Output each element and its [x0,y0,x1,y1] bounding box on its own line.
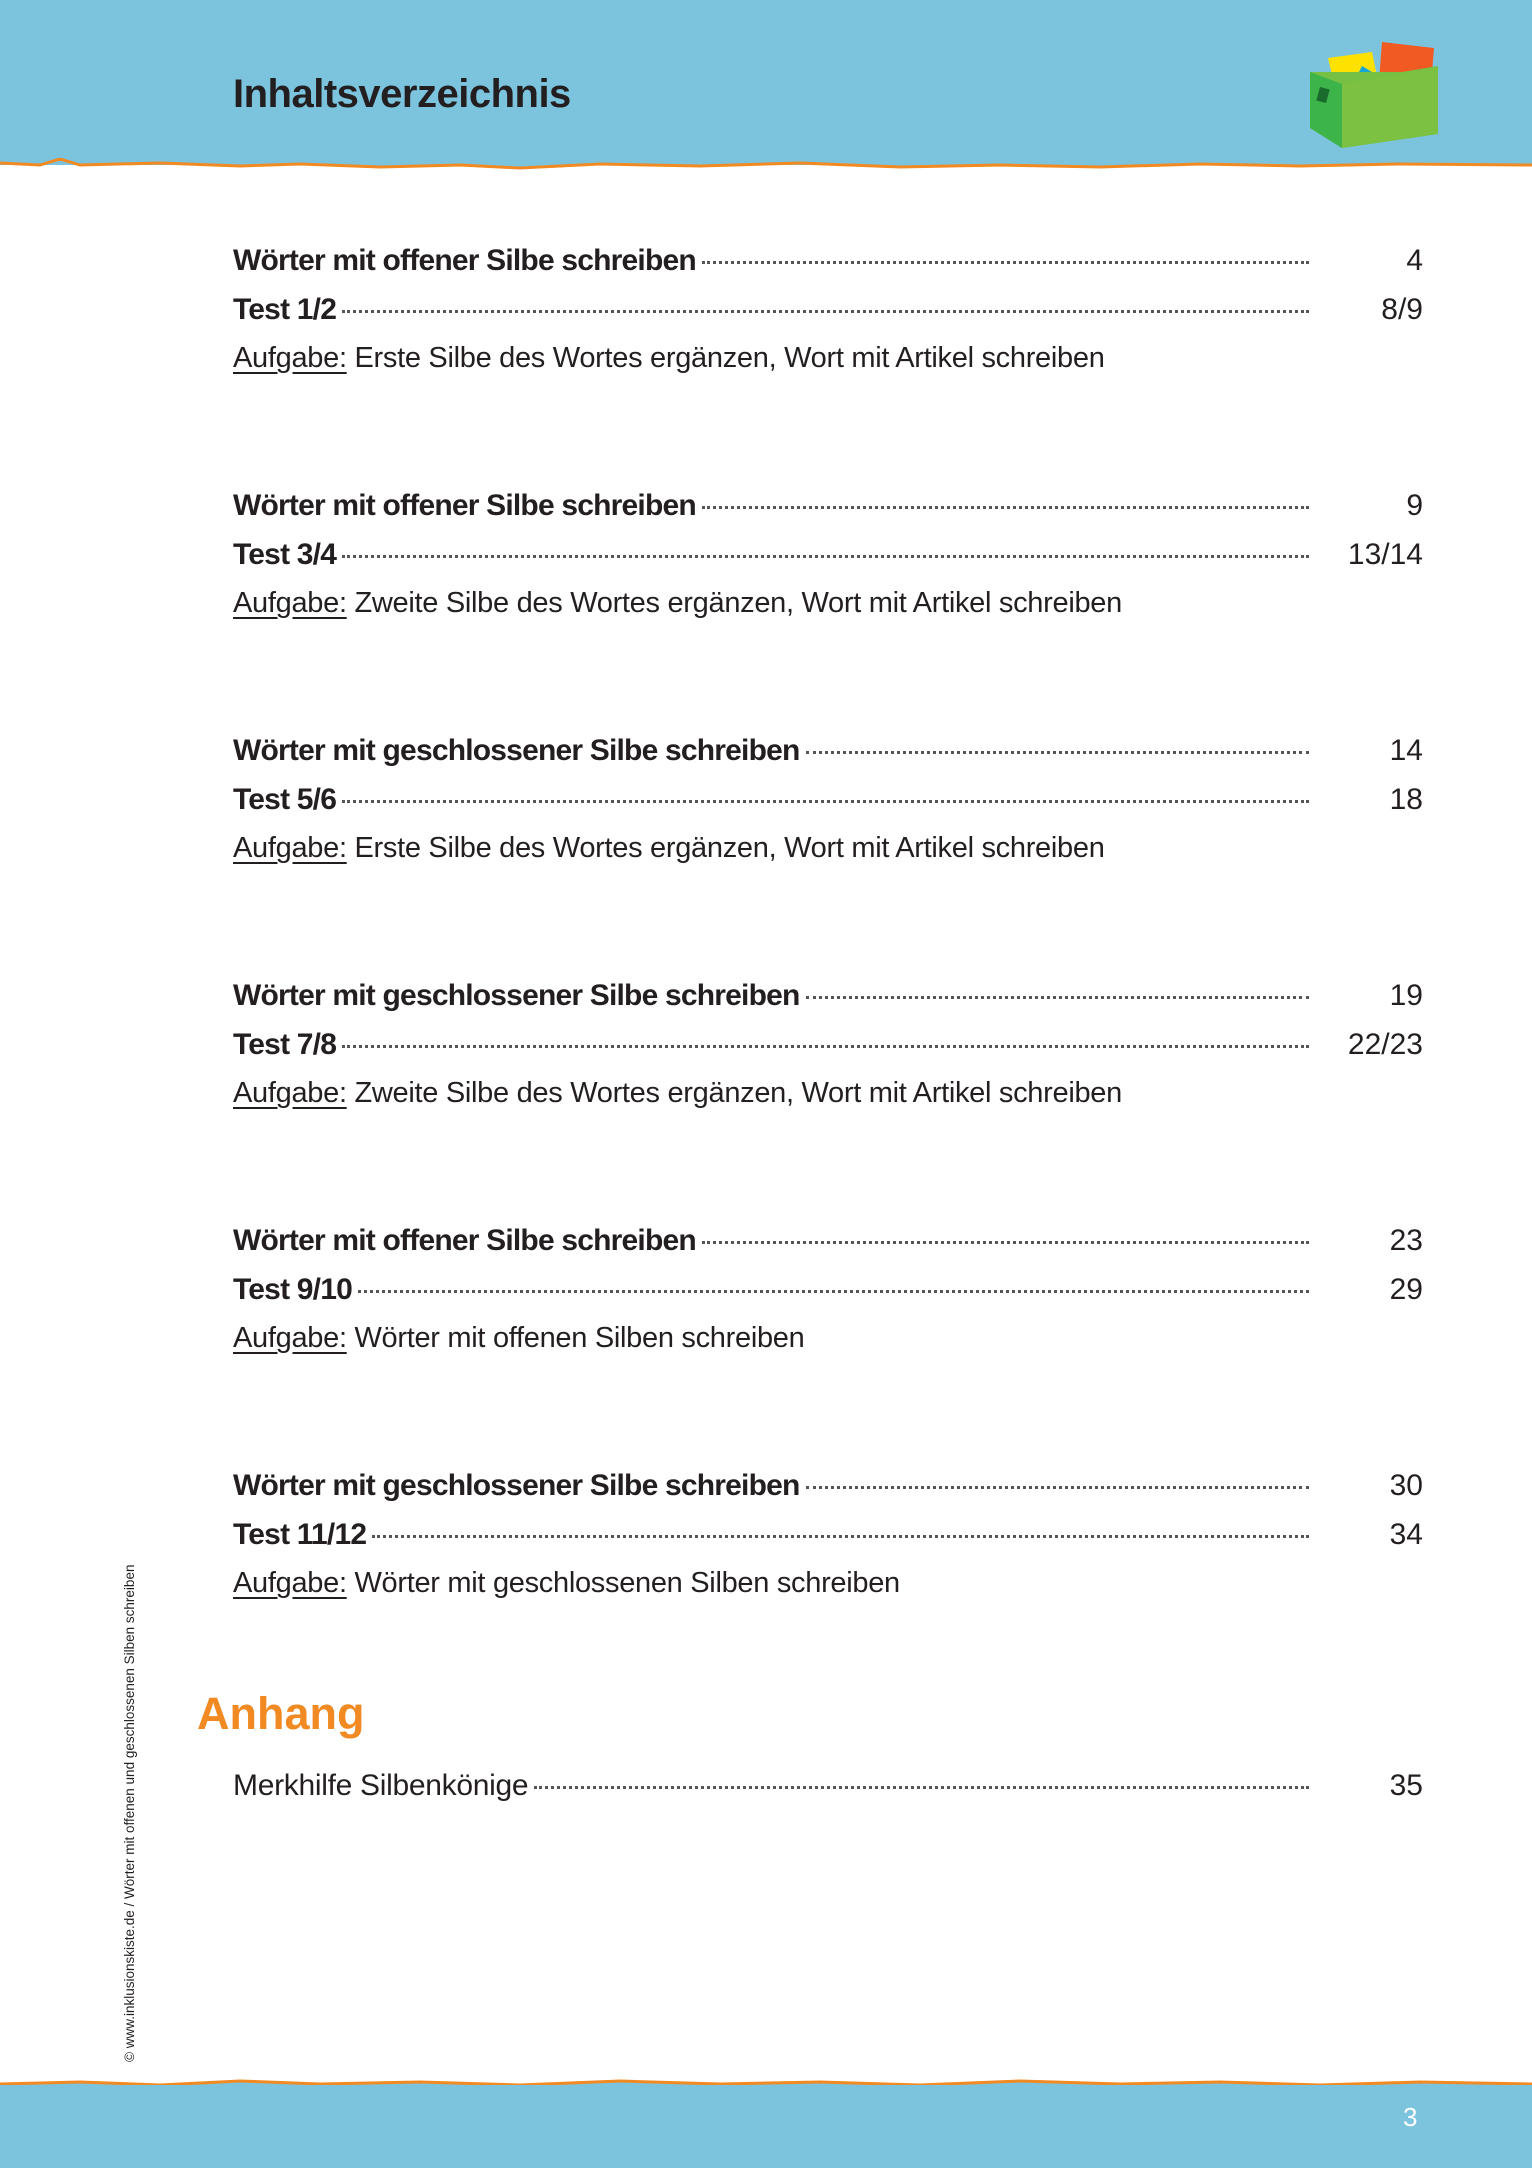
entry-title: Merkhilfe Silbenkönige [233,1769,529,1802]
entry-page: 13/14 [1347,538,1423,571]
task-description [233,824,1423,873]
toc-entry[interactable] [233,726,1423,775]
task-label: Aufgabe: [233,1567,347,1599]
dot-leader [800,975,1323,1005]
toc-section [233,481,1423,726]
toc-section [233,236,1423,481]
appendix-heading: Anhang [197,1688,365,1739]
table-of-contents [233,236,1423,1706]
box-with-cards-icon [1302,36,1442,154]
entry-title: Wörter mit geschlossener Silbe schreiben [233,1469,800,1502]
toc-entry[interactable] [233,1216,1423,1265]
toc-entry[interactable] [233,530,1423,579]
entry-page: 14 [1389,734,1423,767]
toc-entry[interactable] [233,1461,1423,1510]
dot-leader [336,1024,1323,1054]
dot-leader [696,240,1323,270]
entry-page: 18 [1389,783,1423,816]
entry-page: 4 [1406,244,1423,277]
task-text: Erste Silbe des Wortes ergänzen, Wort mit Artikel schreiben [354,342,1105,374]
toc-section [233,1216,1423,1461]
entry-page: 29 [1389,1273,1423,1306]
dot-leader [800,730,1323,760]
dot-leader [696,1220,1323,1250]
entry-title: Test 3/4 [233,538,337,571]
entry-page: 30 [1389,1469,1423,1502]
entry-page: 19 [1389,979,1423,1012]
entry-page: 9 [1406,489,1423,522]
dot-leader [528,1765,1323,1795]
task-label: Aufgabe: [233,587,347,619]
toc-entry[interactable] [233,1265,1423,1314]
task-description [233,1314,1423,1363]
task-label: Aufgabe: [233,1077,347,1109]
task-label: Aufgabe: [233,1322,347,1354]
toc-section [233,726,1423,971]
toc-entry[interactable] [233,1020,1423,1069]
dot-leader [352,1269,1323,1299]
dot-leader [800,1465,1323,1495]
dot-leader [336,534,1323,564]
copyright-note: © www.inklusionskiste.de / Wörter mit offenen und geschlossenen Silben schreiben [122,1564,137,2062]
toc-entry[interactable] [233,236,1423,285]
entry-page: 22/23 [1347,1028,1423,1061]
toc-section [233,971,1423,1216]
task-label: Aufgabe: [233,832,347,864]
entry-page: 23 [1389,1224,1423,1257]
toc-entry[interactable] [233,481,1423,530]
entry-title: Wörter mit offener Silbe schreiben [233,489,696,522]
task-text: Zweite Silbe des Wortes ergänzen, Wort mit Artikel schreiben [354,587,1122,619]
entry-page: 34 [1389,1518,1423,1551]
entry-page: 8/9 [1381,293,1423,326]
toc-entry[interactable] [233,1510,1423,1559]
entry-title: Test 5/6 [233,783,337,816]
task-text: Erste Silbe des Wortes ergänzen, Wort mit Artikel schreiben [354,832,1105,864]
page-title: Inhaltsverzeichnis [233,72,571,116]
task-text: Wörter mit offenen Silben schreiben [354,1322,805,1354]
toc-entry[interactable] [233,971,1423,1020]
task-label: Aufgabe: [233,342,347,374]
entry-title: Wörter mit geschlossener Silbe schreiben [233,979,800,1012]
toc-section [233,1461,1423,1706]
entry-title: Test 7/8 [233,1028,337,1061]
entry-title: Wörter mit offener Silbe schreiben [233,244,696,277]
entry-title: Test 9/10 [233,1273,352,1306]
torn-edge-top [0,158,1532,174]
dot-leader [696,485,1323,515]
task-text: Wörter mit geschlossenen Silben schreiben [354,1567,900,1599]
entry-title: Test 11/12 [233,1518,367,1551]
footer-band [0,2085,1532,2168]
entry-page: 35 [1389,1769,1423,1802]
dot-leader [366,1514,1323,1544]
task-description [233,1069,1423,1118]
task-text: Zweite Silbe des Wortes ergänzen, Wort mit Artikel schreiben [354,1077,1122,1109]
appendix-list [233,1761,1423,1810]
task-description [233,579,1423,628]
dot-leader [336,289,1323,319]
toc-entry[interactable] [233,1761,1423,1810]
task-description [233,334,1423,383]
toc-entry[interactable] [233,775,1423,824]
entry-title: Wörter mit offener Silbe schreiben [233,1224,696,1257]
dot-leader [336,779,1323,809]
page-number: 3 [1403,2102,1418,2132]
toc-entry[interactable] [233,285,1423,334]
entry-title: Wörter mit geschlossener Silbe schreiben [233,734,800,767]
entry-title: Test 1/2 [233,293,337,326]
task-description [233,1559,1423,1608]
